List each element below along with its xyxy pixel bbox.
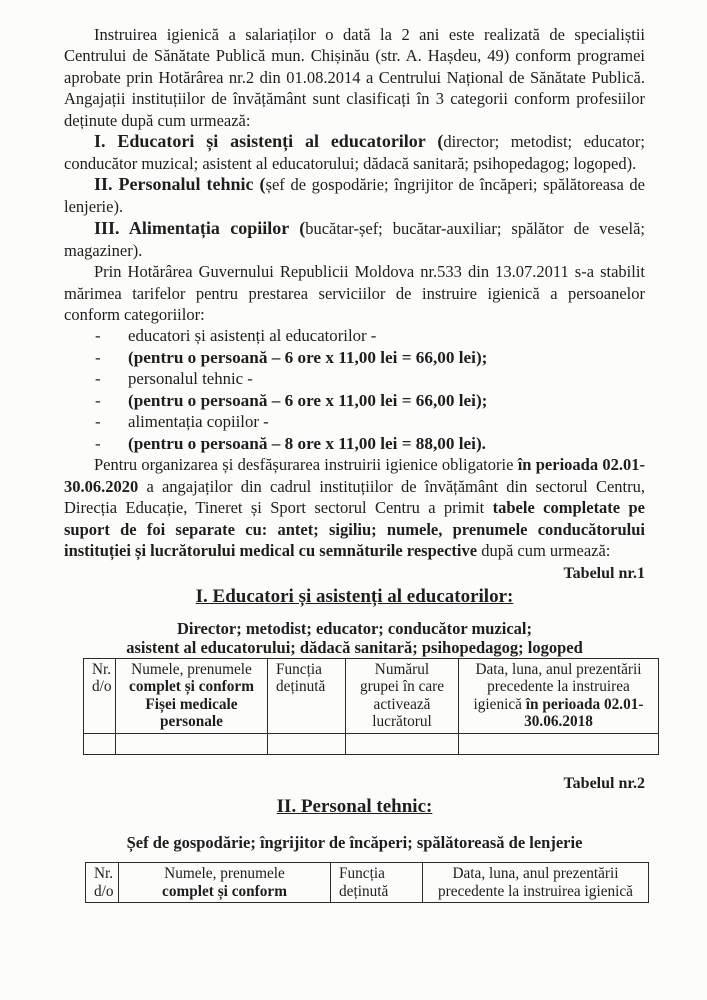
tariff-item-text: (pentru o persoană – 6 ore x 11,00 lei = 66,00 lei); xyxy=(128,390,488,410)
table2-header-function xyxy=(331,863,423,903)
section2-title: II. Personal tehnic: xyxy=(276,795,433,817)
tariff-list-item xyxy=(95,368,645,390)
category-child-nutrition-detail: bucătar-șef; bucătar-auxiliar; spălător de veselă; magaziner). xyxy=(64,218,645,260)
tariff-item-text: educatori și asistenți al educatorilor - xyxy=(128,326,377,346)
tariff-list xyxy=(95,325,645,454)
table1 xyxy=(83,658,659,755)
table1-header-name-bold: complet și conform Fișei medicale personale xyxy=(129,678,254,730)
category-technical-staff xyxy=(64,174,645,217)
table1-header-name xyxy=(116,658,268,733)
table1-header-date-normal: Data, luna, anul prezentării precedente la instruirea igienică xyxy=(473,660,642,713)
section1-title: I. Educatori și asistenți al educatorilor: xyxy=(195,585,514,607)
dash-bullet: - xyxy=(95,390,101,410)
table2-subtitle: Șef de gospodărie; îngrijitor de încăperi; spălătoreasă de lenjerie xyxy=(126,832,583,852)
category-child-nutrition xyxy=(64,218,645,261)
table1-header-group xyxy=(346,658,459,733)
dash-bullet: - xyxy=(95,433,101,453)
table1-header-date-bold: în perioada 02.01-30.06.2018 xyxy=(524,695,644,730)
dash-bullet: - xyxy=(95,347,101,367)
table1-header-group-text: Numărul grupei în care activează lucrătorul xyxy=(359,660,445,730)
table2-header-name xyxy=(119,863,331,903)
paragraph-period xyxy=(64,454,645,561)
tariff-item-text: (pentru o persoană – 8 ore x 11,00 lei = 88,00 lei). xyxy=(128,433,486,453)
tariff-list-item xyxy=(95,433,645,455)
category-child-nutrition-title: III. Alimentația copiilor ( xyxy=(94,217,306,238)
table1-empty-cell xyxy=(346,733,459,754)
table2 xyxy=(85,862,649,903)
table2-header-date xyxy=(423,863,649,903)
table2-header-date-text: Data, luna, anul prezentării precedente la instruirea igienică xyxy=(438,865,633,900)
category-technical-staff-detail: șef de gospodărie; îngrijitor de încăperi; spălătoreasa de lenjerie). xyxy=(64,175,645,217)
category-educators-detail: director; metodist; educator; conducător muzical; asistent al educatorului; dădacă sanitară; psihopedagog; logoped). xyxy=(64,132,645,173)
dash-bullet: - xyxy=(95,326,101,346)
table2-header-nr xyxy=(86,863,119,903)
table1-header-name-normal: Numele, prenumele xyxy=(131,660,252,678)
tariff-list-item xyxy=(95,411,645,433)
table2-header-nr-text: Nr. d/o xyxy=(94,865,114,900)
table1-header-nr xyxy=(84,658,116,733)
table1-empty-cell xyxy=(268,733,346,754)
table2-header-name-normal: Numele, prenumele xyxy=(164,865,285,882)
table2-header-function-text: Funcția deținută xyxy=(339,865,389,900)
paragraph-period-run-bold: tabele completate pe suport de foi separate cu: antet; sigiliu; numele, prenumele conducătorului instituției și lucrătorului medical cu semnăturile respective xyxy=(64,498,645,561)
paragraph-period-run: Pentru organizarea și desfășurarea instruirii igienice obligatorie xyxy=(94,455,518,475)
paragraph-tariffs: Prin Hotărârea Guvernului Republicii Moldova nr.533 din 13.07.2011 s-a stabilit mărimea tarifelor pentru prestarea serviciilor de instruire igienică a persoanelor conform categoriilor: xyxy=(64,262,645,325)
paragraph-intro: Instruirea igienică a salariaților o dată la 2 ani este realizată de specialiștii Centrului de Sănătate Publică mun. Chișinău (str. A. Hașdeu, 49) conform programei aprobate prin Hotărârea nr.2 din 01.08.2014 a Centrului Național de Sănătate Publică. Angajații instituțiilor de învățământ sunt clasificați în 3 categorii conform profesiilor deținute după cum urmează: xyxy=(64,25,645,130)
table1-header-function xyxy=(268,658,346,733)
table1-header-function-text: Funcția deținută xyxy=(276,660,326,695)
dash-bullet: - xyxy=(95,369,101,389)
tariff-item-text: alimentația copiilor - xyxy=(128,412,269,432)
table1-label: Tabelul nr.1 xyxy=(563,564,645,582)
category-technical-staff-title: II. Personalul tehnic ( xyxy=(94,174,266,195)
table1-empty-cell xyxy=(116,733,268,754)
tariff-item-text: (pentru o persoană – 6 ore x 11,00 lei = 66,00 lei); xyxy=(128,347,488,367)
paragraph-period-run: după cum urmează: xyxy=(477,541,611,561)
table1-header-row xyxy=(84,658,659,733)
tariff-list-item xyxy=(95,325,645,347)
table1-empty-cell xyxy=(84,733,116,754)
table1-subtitle-line1: Director; metodist; educator; conducător muzical; xyxy=(177,618,532,638)
tariff-list-item xyxy=(95,390,645,412)
table1-empty-row xyxy=(84,733,659,754)
tariff-list-item xyxy=(95,347,645,369)
table1-empty-cell xyxy=(459,733,659,754)
table2-header-name-bold: complet și conform xyxy=(162,882,287,900)
table1-subtitle-line2: asistent al educatorului; dădacă sanitară; psihopedagog; logoped xyxy=(126,638,583,657)
table1-header-date xyxy=(459,658,659,733)
category-educators xyxy=(64,131,645,174)
paragraph-period-run: a angajaților din cadrul instituțiilor de învățământ din sectorul Centru, Direcția Educație, Tineret și Sport sectorul Centru a primit xyxy=(64,476,645,518)
dash-bullet: - xyxy=(95,412,101,432)
paragraph-period-run-bold: în perioada 02.01-30.06.2020 xyxy=(64,455,645,496)
category-educators-title: I. Educatori și asistenți al educatorilor ( xyxy=(94,131,444,152)
table1-header-nr-text: Nr. d/o xyxy=(92,660,112,695)
table2-label: Tabelul nr.2 xyxy=(563,774,645,792)
table2-header-row xyxy=(86,863,649,903)
tariff-item-text: personalul tehnic - xyxy=(128,369,253,389)
